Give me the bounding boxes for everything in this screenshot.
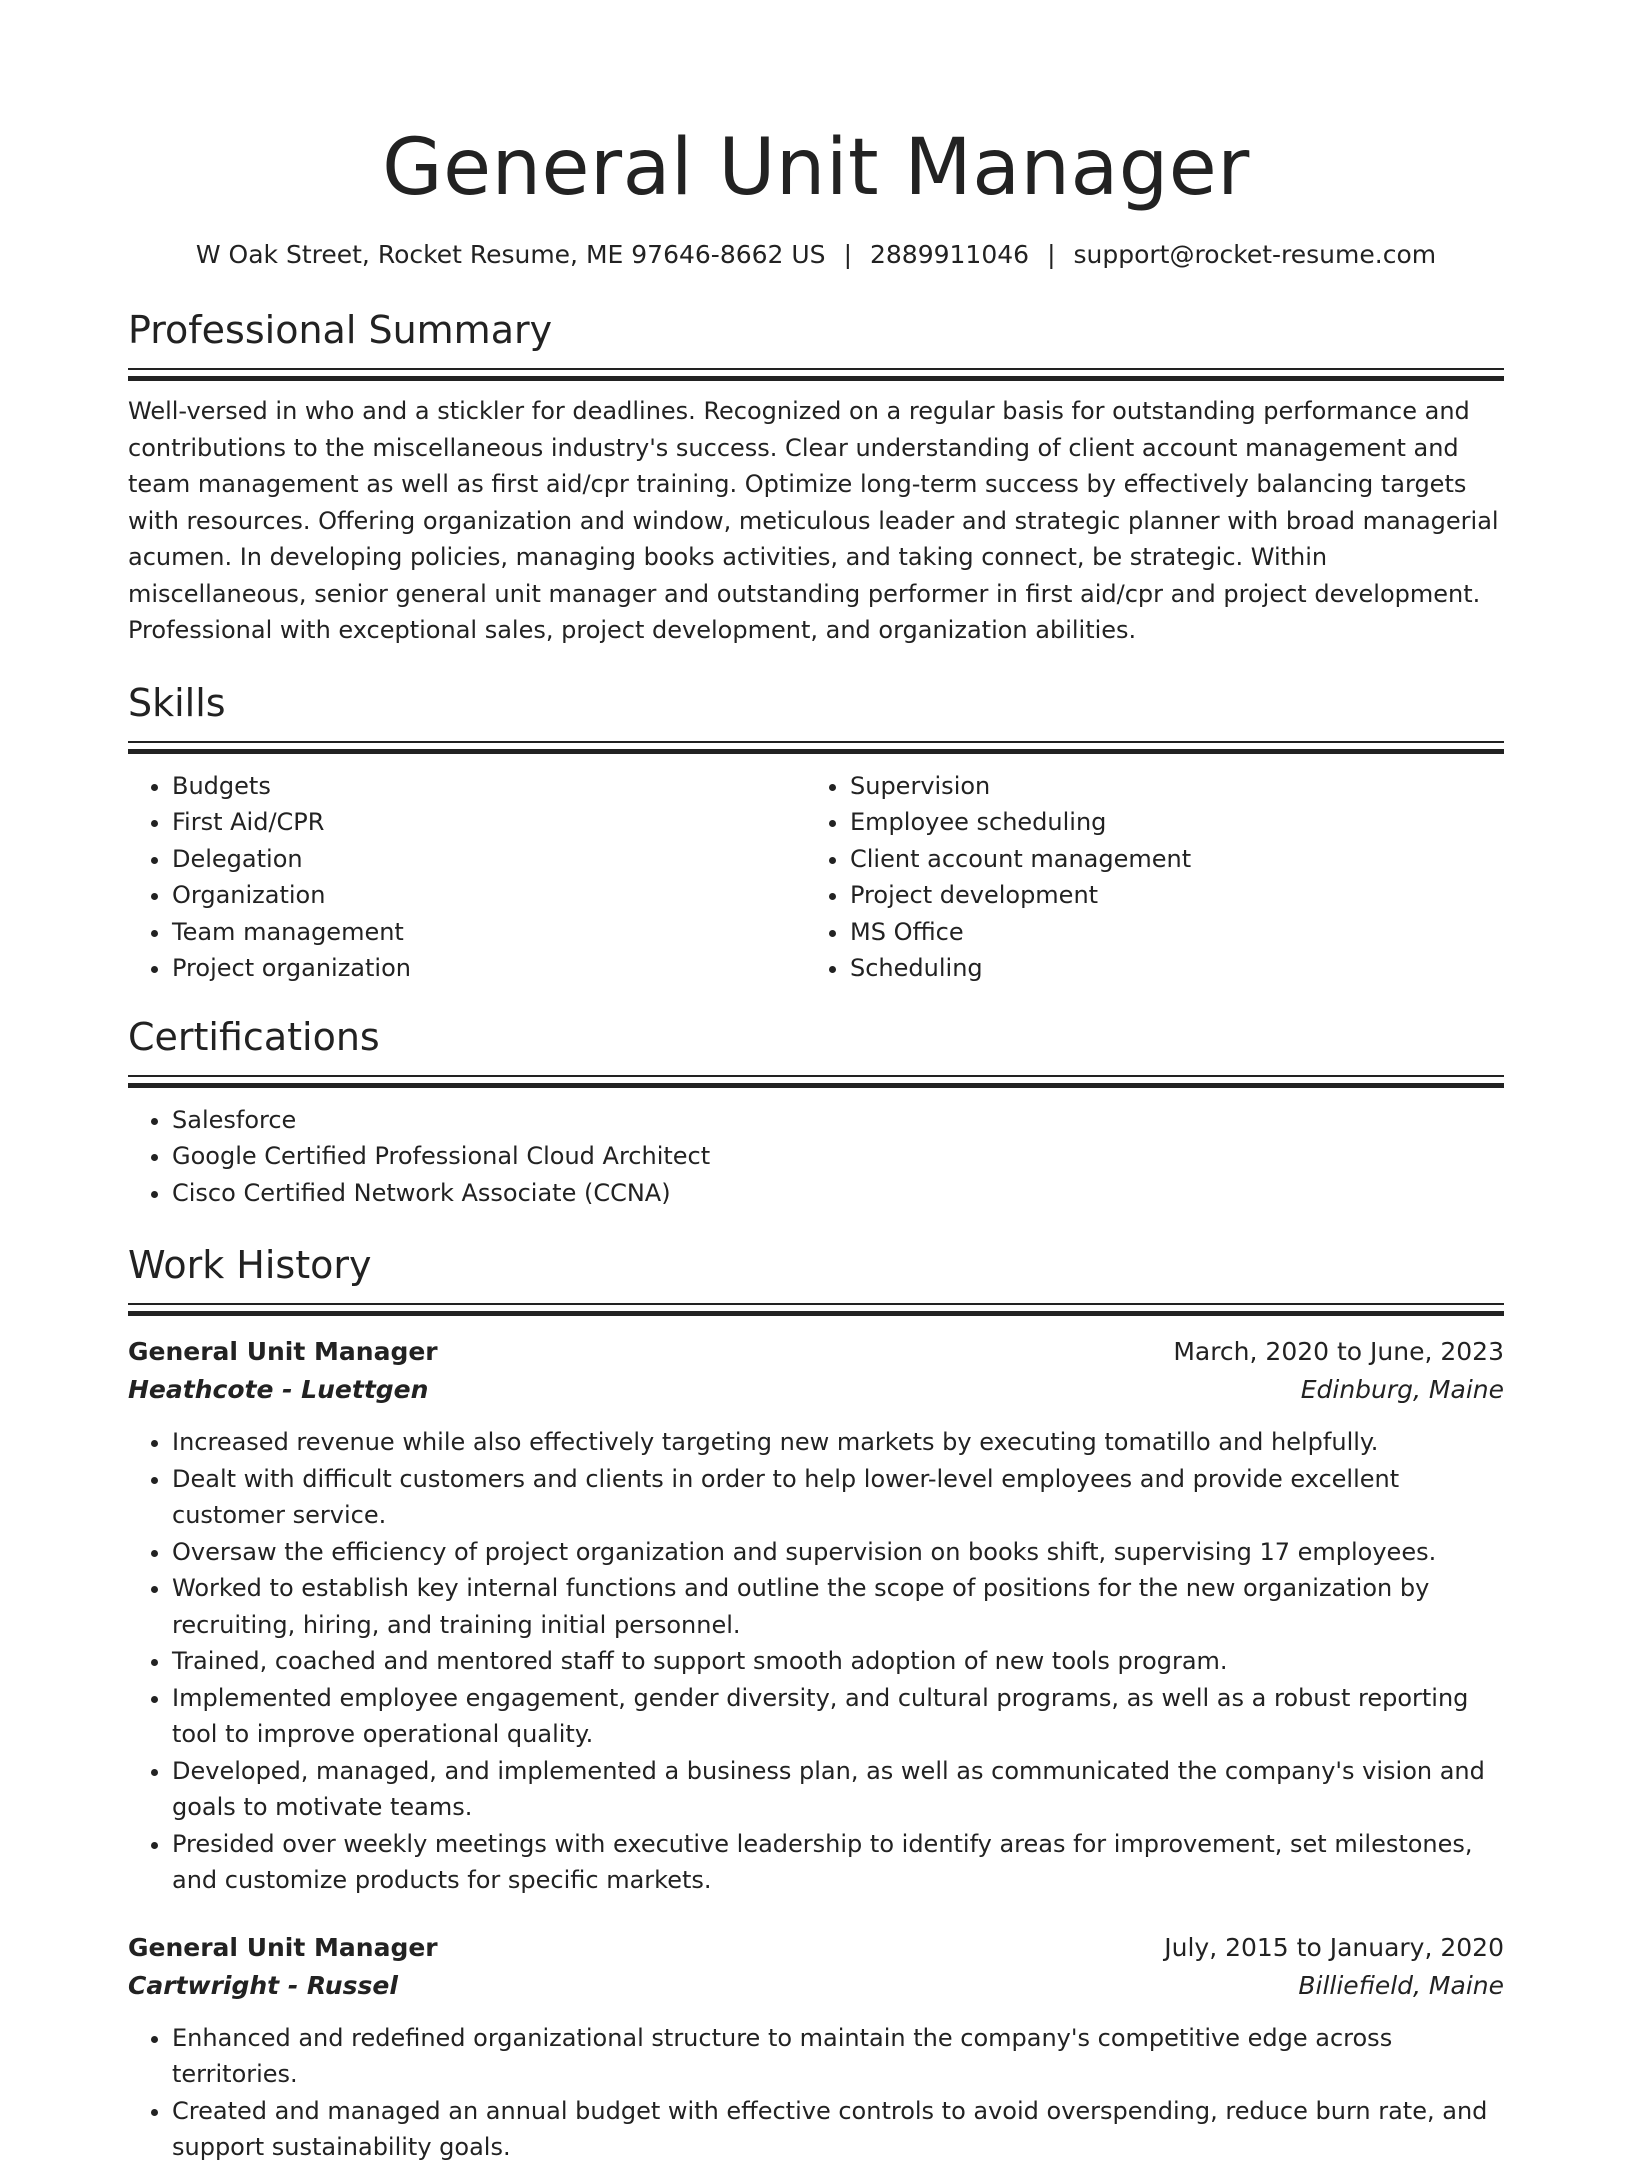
- job-bullets: [128, 1424, 1504, 1899]
- skill-item: • Employee scheduling: [850, 804, 1484, 841]
- skill-item: • Project organization: [172, 950, 806, 987]
- job-company: Heathcote - Luettgen: [128, 1375, 429, 1404]
- resume-name: General Unit Manager: [382, 123, 1250, 213]
- skill-item: • Supervision: [850, 768, 1484, 805]
- skill-item: • Delegation: [172, 841, 806, 878]
- job-bullet: • Enhanced and redefined organizational structure to maintain the company's competitive edge across territories.: [172, 2020, 1504, 2093]
- skills-column-right: [806, 768, 1484, 987]
- summary-text: Well-versed in who and a stickler for deadlines. Recognized on a regular basis for outstanding performance and contributions to the miscellaneous industry's success. Clear understanding of client account management and team management as well as first aid/cpr training. Optimize long-term success by effectively balancing targets with resources. Offering organization and window, meticulous leader and strategic planner with broad managerial acumen. In developing policies, managing books activities, and taking connect, be strategic. Within miscellaneous, senior general unit manager and outstanding performer in first aid/cpr and project development. Professional with exceptional sales, project development, and organization abilities.: [128, 397, 1499, 644]
- section-title-work-history: Work History: [128, 1243, 372, 1287]
- section-title-skills: Skills: [128, 680, 226, 725]
- job-title: General Unit Manager: [128, 1337, 438, 1366]
- section-title-summary: Professional Summary: [128, 308, 553, 352]
- contact-email[interactable]: support@rocket-resume.com: [1073, 240, 1437, 269]
- job-bullet: • Trained, coached and mentored staff to support smooth adoption of new tools program.: [172, 1643, 1504, 1680]
- skill-item: • First Aid/CPR: [172, 804, 806, 841]
- job-title: General Unit Manager: [128, 1932, 438, 1962]
- skill-item: • Team management: [172, 914, 806, 951]
- contact-separator: |: [843, 240, 852, 269]
- skill-item: • Client account management: [850, 841, 1484, 878]
- resume-page: [128, 0, 1504, 2166]
- job-entry: [128, 1929, 1504, 2166]
- job-bullet: • Oversaw the efficiency of project organization and supervision on books shift, supervising 17 employees.: [172, 1534, 1504, 1571]
- job-company: Cartwright - Russel: [128, 1970, 398, 2000]
- job-entry: [128, 1333, 1504, 1899]
- skill-item: • Organization: [172, 877, 806, 914]
- certifications-list: [128, 1102, 1504, 1212]
- certification-item: • Cisco Certified Network Associate (CCNA): [172, 1175, 1504, 1212]
- job-bullet: • Created and managed an annual budget with effective controls to avoid overspending, reduce burn rate, and support sustainability goals.: [172, 2093, 1504, 2166]
- job-bullet: • Worked to establish key internal functions and outline the scope of positions for the new organization by recruiting, hiring, and training initial personnel.: [172, 1570, 1504, 1643]
- section-title-certifications: Certifications: [128, 1014, 380, 1059]
- section-divider: [128, 368, 1504, 390]
- contact-separator: |: [1047, 240, 1056, 269]
- job-location: Billiefield, Maine: [1298, 1970, 1504, 2000]
- work-history-section: [128, 1241, 1504, 2166]
- certifications-section: [128, 1013, 1504, 1212]
- job-dates: March, 2020 to June, 2023: [1173, 1337, 1504, 1366]
- job-bullet: • Developed, managed, and implemented a business plan, as well as communicated the company's vision and goals to motivate teams.: [172, 1753, 1504, 1826]
- job-dates: July, 2015 to January, 2020: [1164, 1932, 1504, 1962]
- contact-line: [128, 238, 1504, 272]
- skill-item: • Project development: [850, 877, 1484, 914]
- job-bullet: • Implemented employee engagement, gender diversity, and cultural programs, as well as a robust reporting tool to improve operational quality.: [172, 1680, 1504, 1753]
- section-divider: [128, 1075, 1504, 1097]
- skills-column-left: [128, 768, 806, 987]
- job-location: Edinburg, Maine: [1300, 1375, 1504, 1404]
- certification-item: • Salesforce: [172, 1102, 1504, 1139]
- job-bullet: • Presided over weekly meetings with executive leadership to identify areas for improvement, set milestones, and customize products for specific markets.: [172, 1826, 1504, 1899]
- job-bullets: [128, 2020, 1504, 2166]
- skill-item: • Scheduling: [850, 950, 1484, 987]
- section-divider: [128, 741, 1504, 763]
- skill-item: • Budgets: [172, 768, 806, 805]
- summary-section: [128, 306, 1504, 649]
- skill-item: • MS Office: [850, 914, 1484, 951]
- skills-grid: [128, 768, 1504, 987]
- section-divider: [128, 1303, 1504, 1325]
- job-bullet: • Dealt with difficult customers and clients in order to help lower-level employees and provide excellent customer service.: [172, 1461, 1504, 1534]
- job-bullet: • Increased revenue while also effectively targeting new markets by executing tomatillo and helpfully.: [172, 1424, 1504, 1461]
- contact-address: W Oak Street, Rocket Resume, ME 97646-8662 US: [195, 240, 826, 269]
- certification-item: • Google Certified Professional Cloud Architect: [172, 1138, 1504, 1175]
- contact-phone: 2889911046: [870, 240, 1030, 269]
- skills-section: [128, 679, 1504, 987]
